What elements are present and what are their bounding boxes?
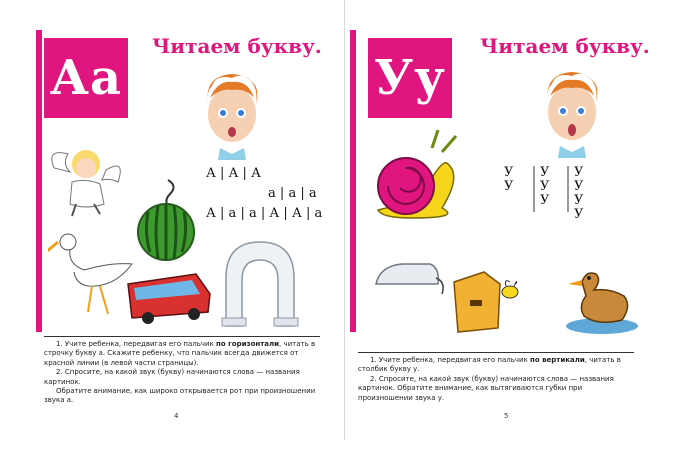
letter-cell: А xyxy=(291,206,302,221)
divider-bar: | xyxy=(220,206,225,221)
letter-cell: У xyxy=(574,165,584,180)
letter-cell: У xyxy=(540,165,550,180)
page-number: 4 xyxy=(174,412,179,420)
letter-cell: У xyxy=(540,193,550,208)
divider-bar: | xyxy=(242,166,247,181)
divider-bar: | xyxy=(279,186,285,201)
letter-cell: У xyxy=(540,179,550,194)
letter-cell: а xyxy=(314,206,323,221)
instruction-text: Обратите внимание, как широко открывается рот при произношении звука а. xyxy=(44,387,316,405)
boy-face-illustration xyxy=(194,68,270,160)
arch-illustration xyxy=(220,238,300,328)
divider-bar: | xyxy=(305,206,311,221)
letter-cell: а xyxy=(268,186,276,201)
letter-cell: У xyxy=(574,207,584,222)
boy-face-illustration xyxy=(534,66,610,158)
divider-bar: | xyxy=(240,206,245,221)
letter-tile: Аа xyxy=(44,38,128,118)
angel-illustration xyxy=(46,138,126,218)
page-title: Читаем букву. xyxy=(480,34,650,58)
letter-cell: А xyxy=(251,166,261,181)
instruction-text: , читать в строчку букву а. Скажите ребенку, что пальчик всегда движется от красной линии (в левой части страницы). xyxy=(44,340,316,367)
letter-cell: а xyxy=(308,186,317,201)
red-margin-line xyxy=(36,30,42,332)
instruction-text: , читать в столбик букву у. xyxy=(358,356,621,374)
letter-cell: а xyxy=(288,186,297,201)
snail-illustration xyxy=(372,130,468,222)
letter-row-1 xyxy=(206,166,261,181)
bus-illustration xyxy=(122,268,214,326)
letter-column-2 xyxy=(540,166,549,208)
instructions-block xyxy=(358,352,634,403)
left-page xyxy=(14,0,345,440)
duck-illustration xyxy=(562,266,642,336)
page-title: Читаем букву. xyxy=(152,34,322,58)
letter-cell: У xyxy=(504,165,514,180)
instruction-text: 2. Спросите, на какой звук (букву) начинаются слова — названия картинок. xyxy=(44,368,300,386)
letter-cell: У xyxy=(504,179,514,194)
letter-cell: А xyxy=(269,206,280,221)
divider-bar: | xyxy=(260,206,266,221)
divider-bar: | xyxy=(220,166,225,181)
letter-column-3 xyxy=(574,166,583,222)
right-page xyxy=(344,0,674,440)
red-margin-line xyxy=(350,30,356,332)
iron-illustration xyxy=(372,256,446,296)
letter-row-3 xyxy=(206,206,322,221)
letter-cell: У xyxy=(574,179,584,194)
letter-cell: а xyxy=(228,206,237,221)
instruction-text: 1. Учите ребенка, передвигая его пальчик xyxy=(56,340,217,348)
instructions-block xyxy=(44,336,320,406)
letter-row-2 xyxy=(268,186,317,201)
instruction-emphasis: по вертикали xyxy=(530,356,585,364)
letter-cell: А xyxy=(206,206,216,221)
divider-bar: | xyxy=(300,186,305,201)
letter-column-1 xyxy=(504,166,513,194)
watermelon-illustration xyxy=(134,176,198,262)
letter-cell: А xyxy=(206,166,216,181)
divider-bar: | xyxy=(283,206,288,221)
letter-cell: а xyxy=(248,206,257,221)
letter-cell: У xyxy=(574,193,584,208)
letter-cell: А xyxy=(228,166,239,181)
page-number: 5 xyxy=(504,412,509,420)
instruction-text: 2. Спросите, на какой звук (букву) начинаются слова — названия картинок. Обратите внимание, как вытягиваются губки при произношении звука у. xyxy=(358,374,614,402)
letter-tile: Уу xyxy=(368,38,452,118)
instruction-text: 1. Учите ребенка, передвигая его пальчик xyxy=(370,356,531,364)
beehive-illustration xyxy=(448,270,524,334)
instruction-emphasis: по горизонтали xyxy=(216,340,280,348)
